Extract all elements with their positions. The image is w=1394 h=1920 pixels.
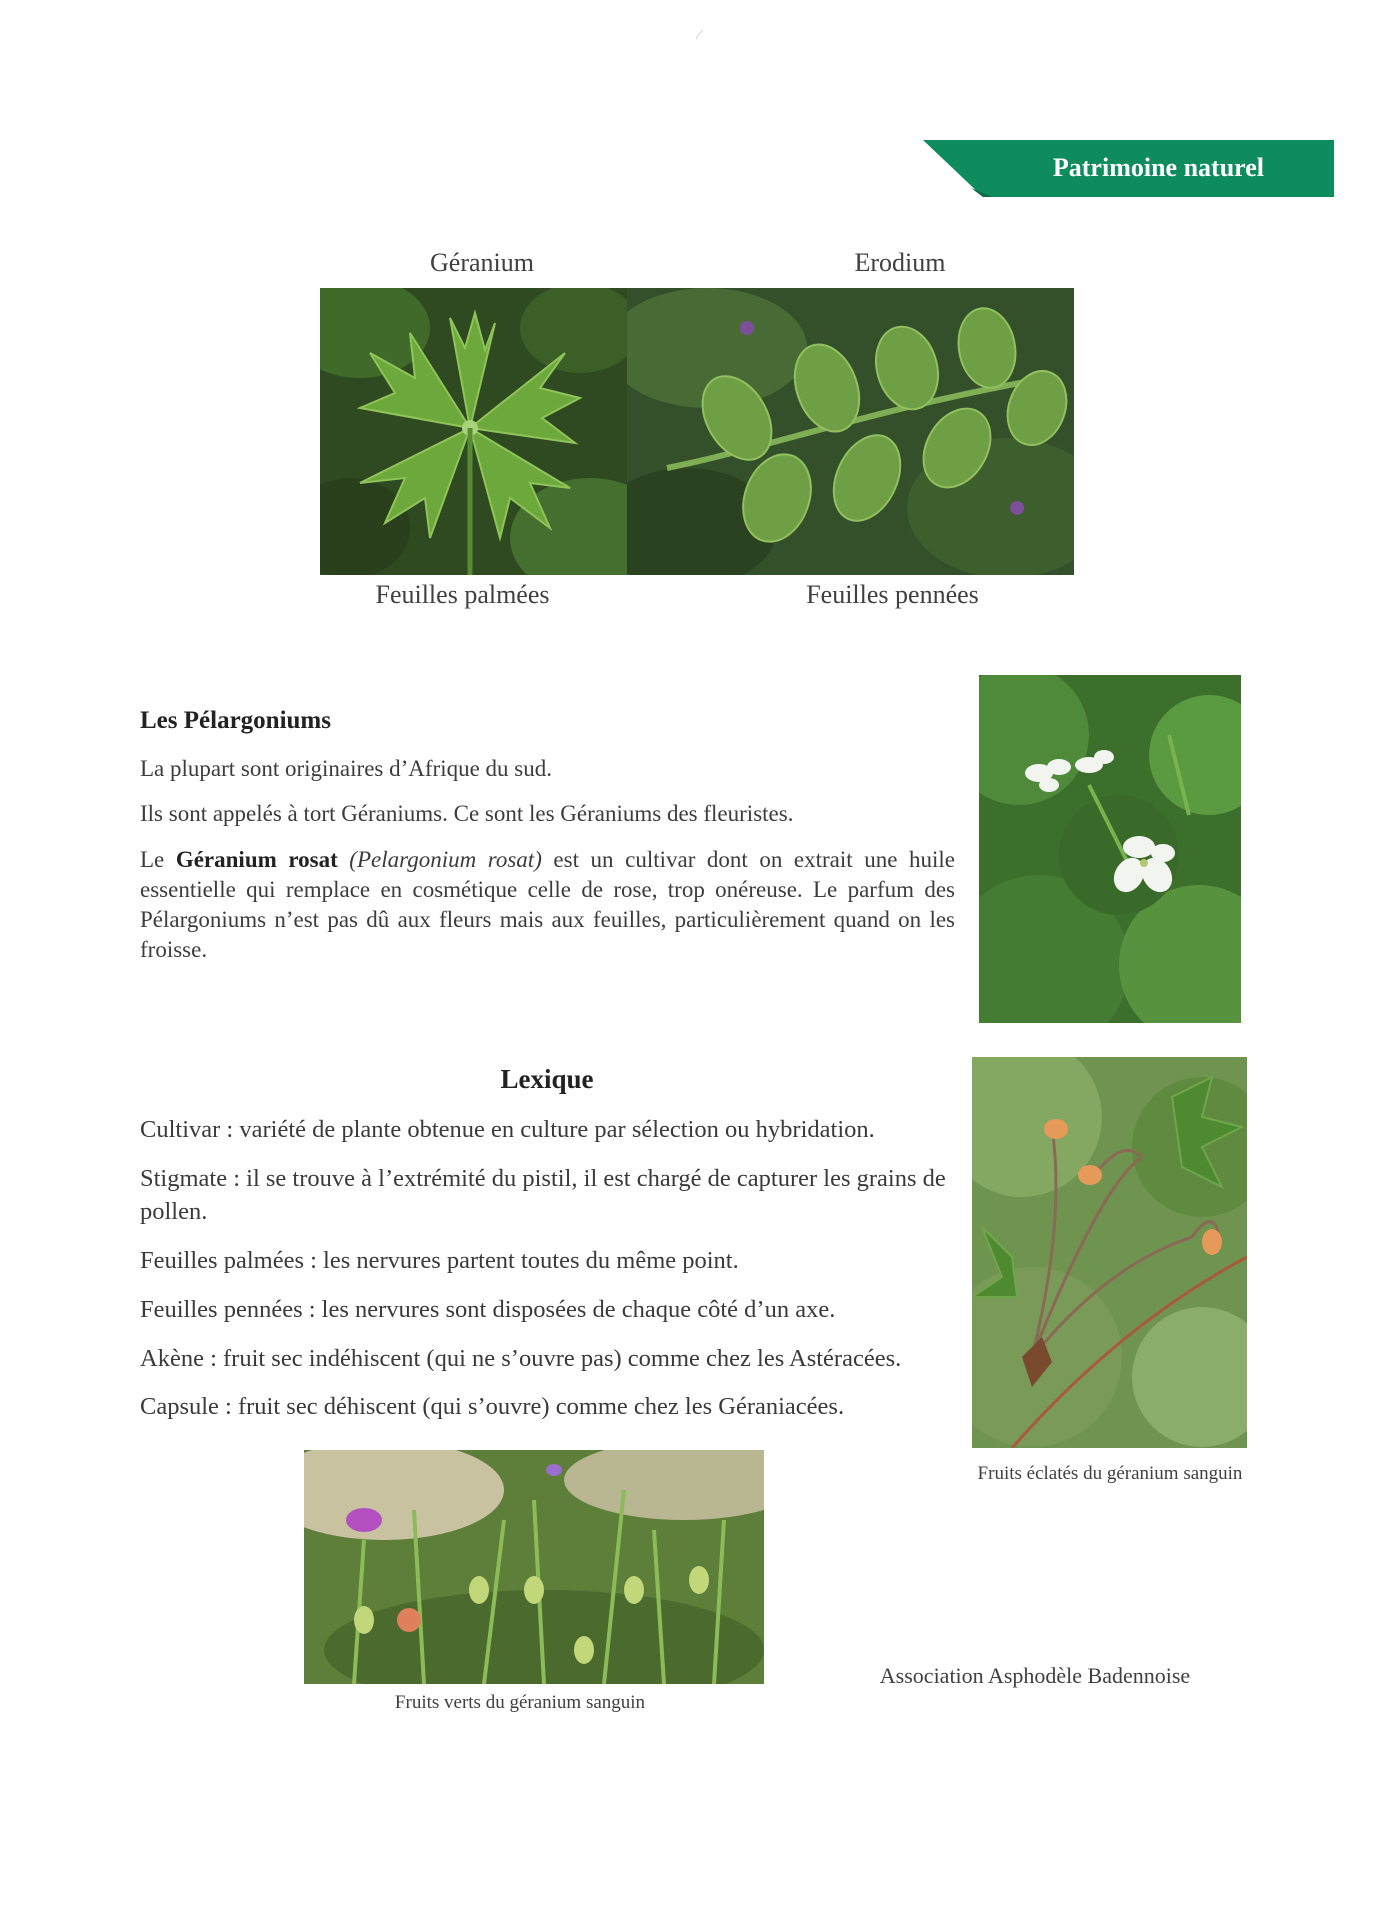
p3-space <box>338 847 350 872</box>
fruits-eclates-caption: Fruits éclatés du géranium sanguin <box>977 1463 1243 1484</box>
geranium-caption: Feuilles palmées <box>375 580 550 609</box>
section-tab-label: Patrimoine naturel <box>1052 153 1264 182</box>
association-name: Association Asphodèle Badennoise <box>879 1663 1191 1688</box>
fruits-verts-photo <box>304 1450 764 1684</box>
lexique-item: Feuilles pennées : les nervures sont disposées de chaque côté d’un axe. <box>140 1296 836 1323</box>
pelargonium-rosat-latin: (Pelargonium rosat) <box>349 847 542 872</box>
fruits-eclates-photo <box>972 1057 1247 1448</box>
pelargoniums-heading: Les Pélargoniums <box>140 707 331 734</box>
pelargonium-flower-photo <box>979 675 1241 1023</box>
lexique-title: Lexique <box>500 1064 594 1094</box>
geranium-title: Géranium <box>430 248 534 277</box>
scan-mark: ⁄ <box>698 28 701 43</box>
lexique-item: Capsule : fruit sec déhiscent (qui s’ouvre) comme chez les Géraniacées. <box>140 1393 845 1420</box>
geranium-leaf-photo <box>320 288 627 575</box>
section-tab <box>923 140 1334 197</box>
p3-rest: est un cultivar dont on extrait une huile essentielle qui remplace en cosmétique celle de rose, trop onéreuse. Le parfum des Pélargoniums n’est pas dû aux fleurs mais aux feuilles, particulièrement quand on les froisse. <box>140 847 955 962</box>
lexique-item: Cultivar : variété de plante obtenue en culture par sélection ou hybridation. <box>140 1116 875 1143</box>
lexique-item: Stigmate : il se trouve à l’extrémité du pistil, il est chargé de capturer les grains de pollen. <box>140 1165 946 1225</box>
erodium-caption: Feuilles pennées <box>806 580 979 609</box>
p3-lead: Le <box>140 847 176 872</box>
pelargoniums-paragraph-2: Ils sont appelés à tort Géraniums. Ce sont les Géraniums des fleuristes. <box>140 801 794 826</box>
fruits-verts-caption: Fruits verts du géranium sanguin <box>394 1692 646 1713</box>
geranium-rosat-term: Géranium rosat <box>175 847 338 872</box>
erodium-leaf-photo <box>627 288 1074 575</box>
pelargoniums-paragraph-1: La plupart sont originaires d’Afrique du sud. <box>140 756 552 781</box>
lexique-item: Feuilles palmées : les nervures partent toutes du même point. <box>140 1247 739 1274</box>
lexique-item: Akène : fruit sec indéhiscent (qui ne s’ouvre pas) comme chez les Astéracées. <box>140 1345 902 1372</box>
erodium-title: Erodium <box>854 248 946 277</box>
pelargoniums-paragraph-3 <box>140 845 955 965</box>
